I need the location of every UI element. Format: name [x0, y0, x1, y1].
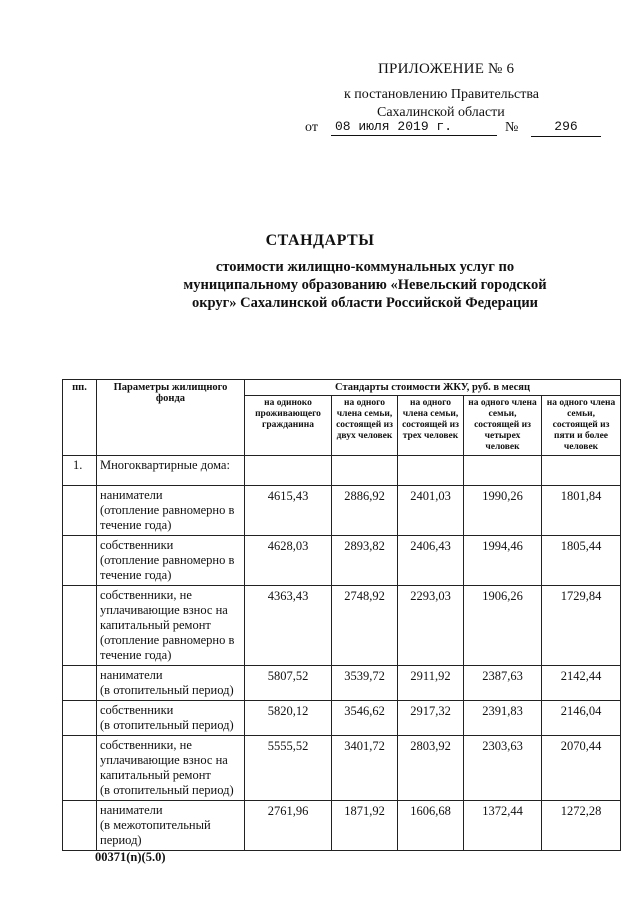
row-value: 1606,68 — [398, 801, 464, 851]
row-label-line: (отопление равномерно в — [100, 633, 235, 647]
section-label: Многоквартирные дома: — [97, 456, 245, 486]
row-label-line: течение года) — [100, 518, 172, 532]
row-label-line: течение года) — [100, 568, 172, 582]
row-label-line: уплачивающие взнос на — [100, 753, 228, 767]
section-row — [63, 456, 621, 486]
row-value: 2911,92 — [398, 666, 464, 701]
row-value: 2293,03 — [398, 586, 464, 666]
row-value: 4628,03 — [245, 536, 332, 586]
row-value: 4363,43 — [245, 586, 332, 666]
row-value: 2803,92 — [398, 736, 464, 801]
date-prefix: от — [305, 120, 318, 135]
row-value: 2401,03 — [398, 486, 464, 536]
document-subtitle — [165, 258, 565, 312]
row-label-line: уплачивающие взнос на — [100, 603, 228, 617]
document-title: СТАНДАРТЫ — [265, 232, 375, 249]
row-value: 3539,72 — [332, 666, 398, 701]
row-label-line: (отопление равномерно в — [100, 553, 235, 567]
row-label-line: собственники — [100, 538, 174, 552]
row-value: 2146,04 — [542, 701, 621, 736]
row-label-line: (в отопительный период) — [100, 683, 234, 697]
row-label — [97, 736, 245, 801]
row-label — [97, 666, 245, 701]
row-label — [97, 536, 245, 586]
row-value: 2893,82 — [332, 536, 398, 586]
table-row — [63, 486, 621, 536]
row-label-line: собственники, не — [100, 738, 192, 752]
row-label-line: капитальный ремонт — [100, 618, 211, 632]
table-row — [63, 586, 621, 666]
row-label-line: капитальный ремонт — [100, 768, 211, 782]
header-index: пп. — [63, 380, 97, 456]
decree-reference: к постановлению Правительства — [344, 87, 540, 102]
row-value: 2761,96 — [245, 801, 332, 851]
row-value: 1990,26 — [464, 486, 542, 536]
header-group: Стандарты стоимости ЖКУ, руб. в месяц — [245, 380, 621, 396]
row-value: 2406,43 — [398, 536, 464, 586]
region-reference: Сахалинской области — [377, 105, 505, 120]
header-column: на одного члена семьи, состоящей из пяти и более человек — [542, 396, 621, 456]
row-value: 2917,32 — [398, 701, 464, 736]
row-value: 5807,52 — [245, 666, 332, 701]
row-label — [97, 486, 245, 536]
row-value: 3546,62 — [332, 701, 398, 736]
row-label-line: собственники, не — [100, 588, 192, 602]
table-row — [63, 801, 621, 851]
number-prefix: № — [505, 120, 519, 135]
row-value: 1801,84 — [542, 486, 621, 536]
subtitle-line: муниципальному образованию «Невельский городской — [183, 277, 547, 293]
row-label-line: (в межотопительный — [100, 818, 211, 832]
row-label-line: течение года) — [100, 648, 172, 662]
decree-date-row — [305, 120, 605, 140]
header-column: на одного члена семьи, состоящей из двух человек — [332, 396, 398, 456]
row-value: 4615,43 — [245, 486, 332, 536]
row-label-line: период) — [100, 833, 142, 847]
header-column: на одного члена семьи, состоящей из четырех человек — [464, 396, 542, 456]
row-label-line: (отопление равномерно в — [100, 503, 235, 517]
row-value: 2070,44 — [542, 736, 621, 801]
appendix-title: ПРИЛОЖЕНИЕ № 6 — [378, 61, 515, 77]
table-row — [63, 701, 621, 736]
table-row — [63, 536, 621, 586]
row-label-line: наниматели — [100, 803, 163, 817]
row-label-line: наниматели — [100, 668, 163, 682]
row-label — [97, 801, 245, 851]
row-label-line: наниматели — [100, 488, 163, 502]
decree-date: 08 июля 2019 г. — [331, 119, 497, 136]
header-column: на одного члена семьи, состоящей из трех человек — [398, 396, 464, 456]
header-column: на одиноко проживающего гражданина — [245, 396, 332, 456]
row-value: 5820,12 — [245, 701, 332, 736]
decree-number: 296 — [531, 119, 601, 137]
subtitle-line: округ» Сахалинской области Российской Федерации — [191, 295, 539, 311]
row-value: 1906,26 — [464, 586, 542, 666]
row-value: 2391,83 — [464, 701, 542, 736]
row-value: 1871,92 — [332, 801, 398, 851]
row-value: 2748,92 — [332, 586, 398, 666]
row-value: 3401,72 — [332, 736, 398, 801]
row-value: 1729,84 — [542, 586, 621, 666]
row-label-line: (в отопительный период) — [100, 783, 234, 797]
row-label — [97, 586, 245, 666]
row-label-line: собственники — [100, 703, 174, 717]
section-index: 1. — [63, 456, 97, 486]
row-value: 2886,92 — [332, 486, 398, 536]
header-params: Параметры жилищного фонда — [97, 380, 245, 456]
row-value: 1994,46 — [464, 536, 542, 586]
table-row — [63, 666, 621, 701]
row-value: 2387,63 — [464, 666, 542, 701]
standards-table — [62, 379, 621, 851]
footer-code: 00371(n)(5.0) — [95, 850, 166, 864]
row-value: 1372,44 — [464, 801, 542, 851]
table-row — [63, 736, 621, 801]
row-label-line: (в отопительный период) — [100, 718, 234, 732]
row-value: 2142,44 — [542, 666, 621, 701]
subtitle-line: стоимости жилищно-коммунальных услуг по — [215, 259, 515, 275]
row-value: 2303,63 — [464, 736, 542, 801]
row-value: 5555,52 — [245, 736, 332, 801]
table-body — [63, 456, 621, 851]
row-value: 1272,28 — [542, 801, 621, 851]
row-label — [97, 701, 245, 736]
row-value: 1805,44 — [542, 536, 621, 586]
